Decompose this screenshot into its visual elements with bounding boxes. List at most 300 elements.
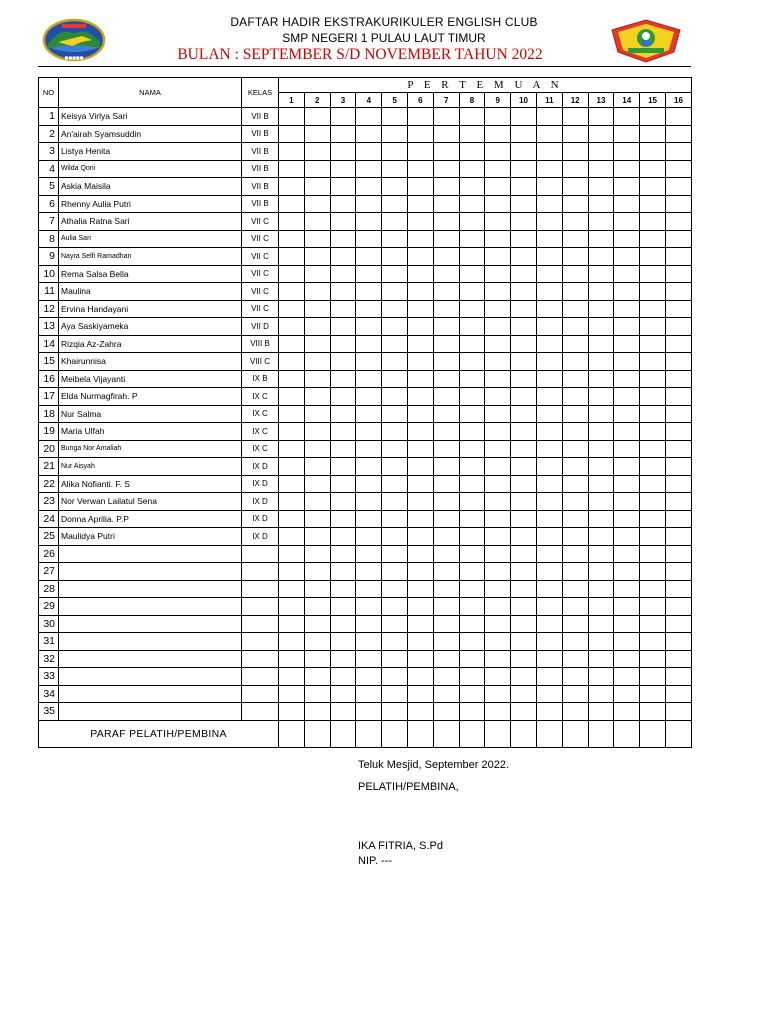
attendance-cell (511, 423, 537, 441)
student-class (242, 563, 279, 581)
student-class: IX D (242, 528, 279, 546)
attendance-cell (665, 248, 691, 266)
paraf-cell (562, 720, 588, 747)
attendance-cell (614, 195, 640, 213)
attendance-cell (562, 423, 588, 441)
attendance-cell (665, 265, 691, 283)
attendance-cell (485, 423, 511, 441)
attendance-cell (485, 440, 511, 458)
paraf-cell (304, 720, 330, 747)
attendance-cell (330, 405, 356, 423)
student-name: An'airah Syamsuddin (59, 125, 242, 143)
attendance-cell (640, 143, 666, 161)
meeting-number-header: 15 (640, 93, 666, 108)
attendance-cell (536, 633, 562, 651)
row-number: 35 (39, 703, 59, 721)
student-class: VII C (242, 230, 279, 248)
student-class: VII B (242, 195, 279, 213)
attendance-cell (382, 143, 408, 161)
attendance-cell (356, 510, 382, 528)
attendance-cell (356, 248, 382, 266)
row-number: 5 (39, 178, 59, 196)
attendance-cell (330, 633, 356, 651)
signature-place-date: Teluk Mesjid, September 2022. (358, 759, 510, 771)
table-header-row (39, 78, 692, 93)
meeting-number-header: 16 (665, 93, 691, 108)
row-number: 26 (39, 545, 59, 563)
attendance-cell (330, 195, 356, 213)
attendance-cell (588, 353, 614, 371)
table-row (39, 248, 692, 266)
attendance-cell (511, 510, 537, 528)
attendance-cell (614, 685, 640, 703)
student-name (59, 545, 242, 563)
column-header-nama: NAMA (59, 78, 242, 108)
attendance-cell (511, 563, 537, 581)
attendance-cell (536, 108, 562, 126)
table-row (39, 160, 692, 178)
attendance-cell (304, 108, 330, 126)
attendance-cell (588, 405, 614, 423)
student-name: Donna Aprilia. P.P (59, 510, 242, 528)
attendance-cell (330, 423, 356, 441)
attendance-cell (640, 318, 666, 336)
attendance-cell (485, 318, 511, 336)
table-row (39, 633, 692, 651)
table-row (39, 545, 692, 563)
attendance-cell (304, 685, 330, 703)
meeting-number-header: 11 (536, 93, 562, 108)
attendance-cell (665, 510, 691, 528)
attendance-cell (485, 248, 511, 266)
attendance-cell (459, 510, 485, 528)
attendance-cell (640, 353, 666, 371)
attendance-cell (665, 493, 691, 511)
attendance-cell (382, 388, 408, 406)
attendance-cell (356, 668, 382, 686)
paraf-cell (511, 720, 537, 747)
attendance-cell (614, 563, 640, 581)
attendance-cell (536, 335, 562, 353)
paraf-label: PARAF PELATIH/PEMBINA (39, 720, 279, 747)
attendance-cell (407, 458, 433, 476)
row-number: 17 (39, 388, 59, 406)
attendance-cell (279, 213, 305, 231)
attendance-cell (407, 580, 433, 598)
row-number: 3 (39, 143, 59, 161)
attendance-cell (614, 493, 640, 511)
attendance-cell (407, 195, 433, 213)
attendance-cell (356, 405, 382, 423)
attendance-cell (614, 248, 640, 266)
attendance-cell (640, 195, 666, 213)
attendance-cell (382, 545, 408, 563)
attendance-cell (511, 703, 537, 721)
attendance-cell (614, 703, 640, 721)
student-class: VII B (242, 108, 279, 126)
table-row (39, 370, 692, 388)
student-name (59, 580, 242, 598)
attendance-cell (562, 510, 588, 528)
attendance-cell (562, 370, 588, 388)
attendance-cell (279, 388, 305, 406)
attendance-cell (330, 528, 356, 546)
student-class (242, 615, 279, 633)
attendance-cell (382, 370, 408, 388)
attendance-cell (382, 475, 408, 493)
attendance-cell (536, 370, 562, 388)
attendance-cell (407, 125, 433, 143)
attendance-cell (433, 598, 459, 616)
row-number: 19 (39, 423, 59, 441)
attendance-cell (511, 230, 537, 248)
attendance-cell (536, 388, 562, 406)
attendance-cell (356, 283, 382, 301)
attendance-cell (640, 475, 666, 493)
attendance-cell (511, 248, 537, 266)
attendance-cell (562, 283, 588, 301)
attendance-cell (382, 580, 408, 598)
attendance-cell (330, 143, 356, 161)
attendance-cell (511, 493, 537, 511)
attendance-cell (485, 178, 511, 196)
attendance-cell (485, 108, 511, 126)
attendance-cell (279, 458, 305, 476)
attendance-cell (562, 160, 588, 178)
attendance-cell (330, 160, 356, 178)
attendance-cell (433, 353, 459, 371)
attendance-cell (304, 423, 330, 441)
row-number: 31 (39, 633, 59, 651)
attendance-cell (588, 650, 614, 668)
attendance-cell (536, 458, 562, 476)
attendance-cell (407, 650, 433, 668)
attendance-cell (407, 143, 433, 161)
attendance-cell (433, 685, 459, 703)
attendance-cell (407, 283, 433, 301)
attendance-cell (511, 318, 537, 336)
attendance-cell (536, 580, 562, 598)
attendance-cell (356, 423, 382, 441)
attendance-cell (433, 493, 459, 511)
row-number: 6 (39, 195, 59, 213)
attendance-cell (536, 615, 562, 633)
attendance-cell (562, 335, 588, 353)
attendance-cell (640, 108, 666, 126)
attendance-cell (356, 458, 382, 476)
attendance-cell (640, 563, 666, 581)
attendance-cell (511, 108, 537, 126)
attendance-cell (459, 615, 485, 633)
attendance-cell (562, 633, 588, 651)
attendance-cell (459, 160, 485, 178)
table-row (39, 493, 692, 511)
attendance-cell (433, 283, 459, 301)
attendance-cell (279, 125, 305, 143)
attendance-cell (330, 650, 356, 668)
attendance-cell (356, 528, 382, 546)
student-class: VII B (242, 143, 279, 161)
row-number: 29 (39, 598, 59, 616)
attendance-cell (588, 178, 614, 196)
attendance-cell (485, 615, 511, 633)
attendance-cell (511, 615, 537, 633)
signature-nip: NIP. --- (358, 855, 393, 867)
attendance-cell (511, 388, 537, 406)
attendance-cell (459, 440, 485, 458)
attendance-cell (356, 300, 382, 318)
attendance-cell (588, 248, 614, 266)
attendance-cell (665, 703, 691, 721)
student-class: VIII B (242, 335, 279, 353)
attendance-cell (356, 685, 382, 703)
attendance-cell (330, 335, 356, 353)
attendance-cell (459, 528, 485, 546)
attendance-cell (459, 178, 485, 196)
attendance-cell (304, 703, 330, 721)
table-row (39, 475, 692, 493)
student-class (242, 668, 279, 686)
attendance-cell (304, 265, 330, 283)
attendance-cell (665, 475, 691, 493)
student-class (242, 685, 279, 703)
attendance-cell (330, 703, 356, 721)
attendance-cell (382, 318, 408, 336)
attendance-cell (485, 265, 511, 283)
attendance-cell (330, 108, 356, 126)
meeting-number-header: 10 (511, 93, 537, 108)
attendance-cell (640, 160, 666, 178)
attendance-cell (304, 283, 330, 301)
attendance-cell (485, 545, 511, 563)
attendance-cell (279, 283, 305, 301)
attendance-cell (433, 475, 459, 493)
attendance-cell (304, 510, 330, 528)
attendance-cell (588, 283, 614, 301)
attendance-cell (279, 528, 305, 546)
table-row (39, 213, 692, 231)
student-class: VII B (242, 178, 279, 196)
table-row (39, 335, 692, 353)
student-name: Maulidya Putri (59, 528, 242, 546)
row-number: 21 (39, 458, 59, 476)
column-header-kelas: KELAS (242, 78, 279, 108)
attendance-cell (459, 458, 485, 476)
attendance-cell (588, 335, 614, 353)
row-number: 10 (39, 265, 59, 283)
row-number: 32 (39, 650, 59, 668)
attendance-cell (356, 370, 382, 388)
attendance-cell (330, 125, 356, 143)
attendance-cell (433, 580, 459, 598)
student-name: Maria Ulfah (59, 423, 242, 441)
attendance-cell (640, 178, 666, 196)
attendance-cell (304, 353, 330, 371)
attendance-cell (614, 265, 640, 283)
attendance-cell (588, 475, 614, 493)
attendance-cell (382, 335, 408, 353)
attendance-cell (665, 458, 691, 476)
attendance-cell (279, 300, 305, 318)
attendance-cell (614, 423, 640, 441)
attendance-cell (485, 475, 511, 493)
attendance-cell (279, 545, 305, 563)
student-name: Wilda Qoni (59, 160, 242, 178)
attendance-cell (511, 650, 537, 668)
attendance-cell (382, 528, 408, 546)
attendance-cell (407, 598, 433, 616)
attendance-cell (588, 213, 614, 231)
attendance-cell (588, 370, 614, 388)
attendance-cell (640, 615, 666, 633)
attendance-cell (562, 178, 588, 196)
attendance-cell (562, 230, 588, 248)
student-name: Meibela Vijayanti (59, 370, 242, 388)
attendance-cell (304, 388, 330, 406)
attendance-cell (536, 528, 562, 546)
attendance-cell (665, 615, 691, 633)
attendance-cell (279, 195, 305, 213)
attendance-cell (511, 265, 537, 283)
attendance-cell (382, 300, 408, 318)
attendance-cell (407, 335, 433, 353)
attendance-cell (665, 213, 691, 231)
attendance-cell (304, 528, 330, 546)
student-name: Nur Aisyah (59, 458, 242, 476)
attendance-cell (614, 615, 640, 633)
attendance-cell (279, 598, 305, 616)
table-row (39, 440, 692, 458)
attendance-cell (459, 370, 485, 388)
attendance-cell (433, 125, 459, 143)
attendance-cell (665, 633, 691, 651)
attendance-cell (407, 615, 433, 633)
meeting-number-header: 1 (279, 93, 305, 108)
paraf-cell (279, 720, 305, 747)
attendance-cell (562, 353, 588, 371)
attendance-cell (665, 108, 691, 126)
attendance-cell (588, 318, 614, 336)
attendance-cell (279, 230, 305, 248)
attendance-cell (665, 300, 691, 318)
attendance-cell (614, 545, 640, 563)
row-number: 2 (39, 125, 59, 143)
student-name (59, 563, 242, 581)
attendance-cell (330, 353, 356, 371)
attendance-cell (304, 178, 330, 196)
attendance-cell (279, 143, 305, 161)
attendance-cell (485, 528, 511, 546)
signature-role: PELATIH/PEMBINA, (358, 781, 459, 793)
attendance-cell (279, 475, 305, 493)
paraf-cell (588, 720, 614, 747)
attendance-cell (356, 143, 382, 161)
paraf-cell (665, 720, 691, 747)
attendance-cell (614, 650, 640, 668)
attendance-cell (485, 213, 511, 231)
table-row (39, 668, 692, 686)
attendance-cell (433, 265, 459, 283)
student-class (242, 703, 279, 721)
attendance-cell (459, 318, 485, 336)
attendance-cell (433, 160, 459, 178)
table-row (39, 598, 692, 616)
row-number: 30 (39, 615, 59, 633)
table-row (39, 685, 692, 703)
attendance-cell (459, 248, 485, 266)
attendance-cell (640, 405, 666, 423)
attendance-cell (485, 703, 511, 721)
attendance-cell (330, 493, 356, 511)
attendance-cell (640, 703, 666, 721)
attendance-cell (665, 598, 691, 616)
attendance-cell (304, 405, 330, 423)
attendance-cell (562, 440, 588, 458)
attendance-cell (562, 545, 588, 563)
attendance-cell (356, 160, 382, 178)
attendance-cell (356, 563, 382, 581)
attendance-cell (614, 510, 640, 528)
attendance-cell (459, 423, 485, 441)
attendance-cell (588, 668, 614, 686)
attendance-cell (304, 213, 330, 231)
attendance-cell (614, 318, 640, 336)
attendance-cell (407, 563, 433, 581)
paraf-cell (459, 720, 485, 747)
row-number: 22 (39, 475, 59, 493)
attendance-cell (279, 703, 305, 721)
student-name: Listya Henita (59, 143, 242, 161)
attendance-cell (536, 493, 562, 511)
attendance-cell (562, 405, 588, 423)
attendance-cell (382, 405, 408, 423)
table-row (39, 510, 692, 528)
attendance-cell (588, 563, 614, 581)
attendance-cell (330, 230, 356, 248)
attendance-cell (407, 475, 433, 493)
attendance-cell (640, 423, 666, 441)
meeting-number-header: 9 (485, 93, 511, 108)
attendance-cell (511, 580, 537, 598)
attendance-cell (588, 108, 614, 126)
attendance-cell (433, 195, 459, 213)
attendance-cell (459, 108, 485, 126)
attendance-cell (407, 510, 433, 528)
attendance-cell (459, 703, 485, 721)
student-name: Athalia Ratna Sari (59, 213, 242, 231)
attendance-cell (356, 650, 382, 668)
attendance-cell (433, 703, 459, 721)
attendance-cell (485, 160, 511, 178)
attendance-cell (433, 440, 459, 458)
attendance-cell (279, 650, 305, 668)
attendance-cell (382, 423, 408, 441)
attendance-cell (330, 178, 356, 196)
row-number: 13 (39, 318, 59, 336)
attendance-cell (511, 300, 537, 318)
row-number: 12 (39, 300, 59, 318)
student-class: IX C (242, 423, 279, 441)
attendance-cell (279, 318, 305, 336)
attendance-cell (304, 195, 330, 213)
student-name: Bunga Nor Amaliah (59, 440, 242, 458)
attendance-cell (304, 493, 330, 511)
column-header-pertemuan: P E R T E M U A N (279, 78, 692, 93)
row-number: 25 (39, 528, 59, 546)
attendance-cell (356, 545, 382, 563)
attendance-cell (304, 300, 330, 318)
attendance-cell (640, 265, 666, 283)
